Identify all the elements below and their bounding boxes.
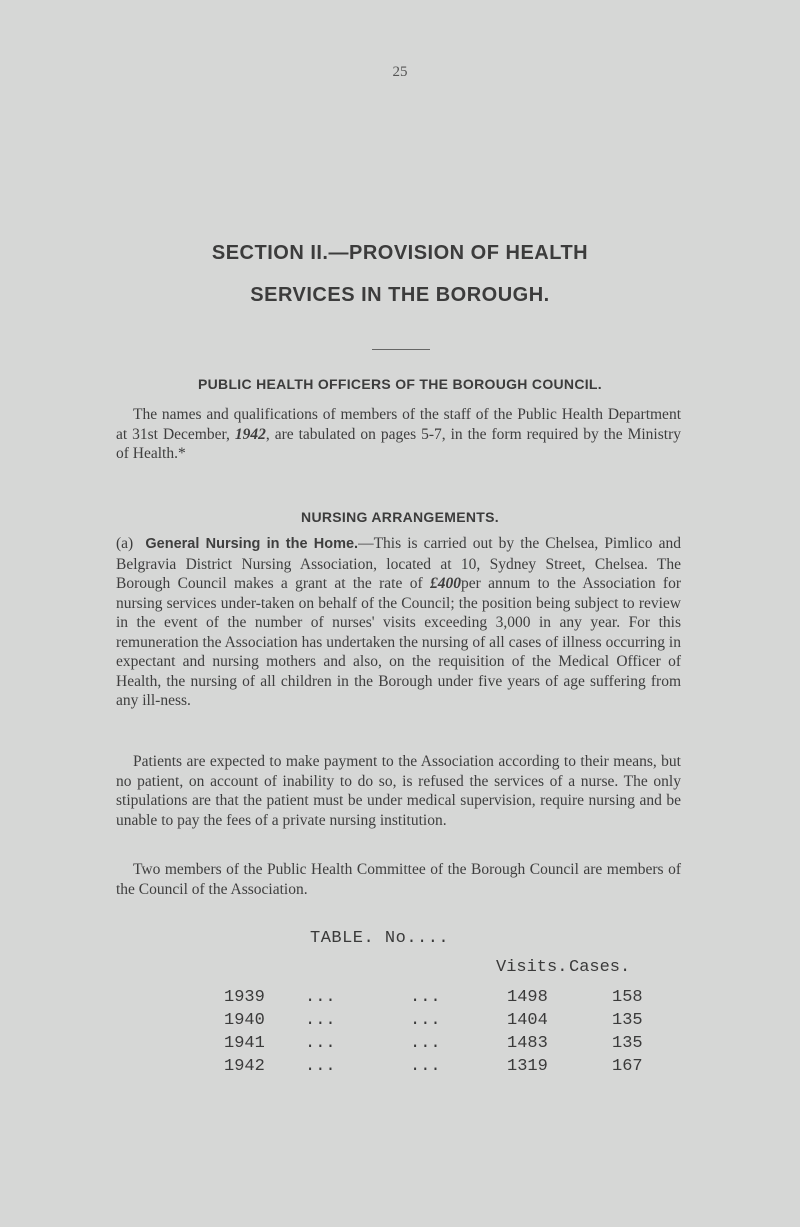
officers-text-1: The names and qualifications of members of the staff of the Public Health Department at 31st December, bbox=[116, 406, 681, 443]
table-cell-visits: 1498 bbox=[507, 988, 548, 1007]
general-text-2: per annum to the Association for nursing services under-taken on behalf of the Council; the position being subject to review in the event of the number of nurses' visits exceeding 3,000 in any year. For this remuneration the Association has undertaken the nursing of all cases of illness occurring in expectant and nursing mothers and also, on the requisition of the Medical Officer of Health, the nursing of all children in the Borough under five years of age suffering from any ill-ness. bbox=[116, 575, 682, 709]
table-cell-year: 1939 bbox=[224, 988, 265, 1007]
table-row bbox=[0, 1034, 800, 1056]
section-title-line-2: SERVICES IN THE BOROUGH. bbox=[250, 284, 550, 306]
handwritten-year: 1942 bbox=[234, 425, 266, 443]
table-caption: TABLE. No.... bbox=[310, 929, 450, 948]
table-cell-dots: ... bbox=[305, 988, 336, 1007]
page-number: 25 bbox=[392, 64, 408, 80]
table-cell-cases: 167 bbox=[612, 1057, 643, 1076]
divider bbox=[372, 349, 430, 350]
table-row bbox=[0, 1011, 800, 1033]
table-cell-visits: 1319 bbox=[507, 1057, 548, 1076]
officers-mark: * bbox=[177, 445, 186, 462]
table-cell-dots: ... bbox=[410, 1011, 441, 1030]
table-cell-cases: 135 bbox=[612, 1034, 643, 1053]
table-cell-year: 1941 bbox=[224, 1034, 265, 1053]
section-title bbox=[0, 232, 800, 316]
table-cell-cases: 158 bbox=[612, 988, 643, 1007]
nursing-heading: NURSING ARRANGEMENTS. bbox=[301, 509, 499, 525]
officers-text-2: , are tabulated on pages 5-7, in the form required by the Ministry of Health. bbox=[116, 425, 681, 462]
patients-paragraph: Patients are expected to make payment to the Association according to their means, but no patient, on account of inability to do so, is refused the services of a nurse. The only stipulations are that the patient must be under medical supervision, require nursing and be unable to pay the fees of a private nursing institution. bbox=[116, 753, 681, 829]
table-header-visits: Visits. bbox=[496, 958, 568, 977]
table-cell-dots: ... bbox=[410, 1034, 441, 1053]
table-cell-dots: ... bbox=[305, 1034, 336, 1053]
table-cell-dots: ... bbox=[410, 1057, 441, 1076]
table-header-cases: Cases. bbox=[569, 958, 631, 977]
section-title-line-1: SECTION II.—PROVISION OF HEALTH bbox=[211, 242, 589, 264]
table-cell-visits: 1483 bbox=[507, 1034, 548, 1053]
table-row bbox=[0, 1057, 800, 1079]
general-nursing-paragraph bbox=[116, 534, 681, 711]
general-label: (a) bbox=[116, 535, 134, 552]
committee-paragraph: Two members of the Public Health Committee of the Borough Council are members of the Council of the Association. bbox=[116, 861, 681, 898]
handwritten-grant-amount: £400 bbox=[429, 575, 461, 592]
officers-paragraph bbox=[116, 405, 681, 464]
table-cell-visits: 1404 bbox=[507, 1011, 548, 1030]
officers-heading: PUBLIC HEALTH OFFICERS OF THE BOROUGH COUNCIL. bbox=[198, 376, 602, 392]
table-cell-dots: ... bbox=[305, 1011, 336, 1030]
table-row bbox=[0, 988, 800, 1010]
table-cell-year: 1940 bbox=[224, 1011, 265, 1030]
table-cell-year: 1942 bbox=[224, 1057, 265, 1076]
table-cell-dots: ... bbox=[305, 1057, 336, 1076]
table-cell-cases: 135 bbox=[612, 1011, 643, 1030]
general-text-1: —This is carried out by the Chelsea, Pimlico and Belgravia District Nursing Association, located at 10, Sydney Street, Chelsea. The Borough Council makes a grant at the rate of bbox=[116, 535, 682, 592]
general-title: General Nursing in the Home. bbox=[145, 536, 359, 552]
table-cell-dots: ... bbox=[410, 988, 441, 1007]
